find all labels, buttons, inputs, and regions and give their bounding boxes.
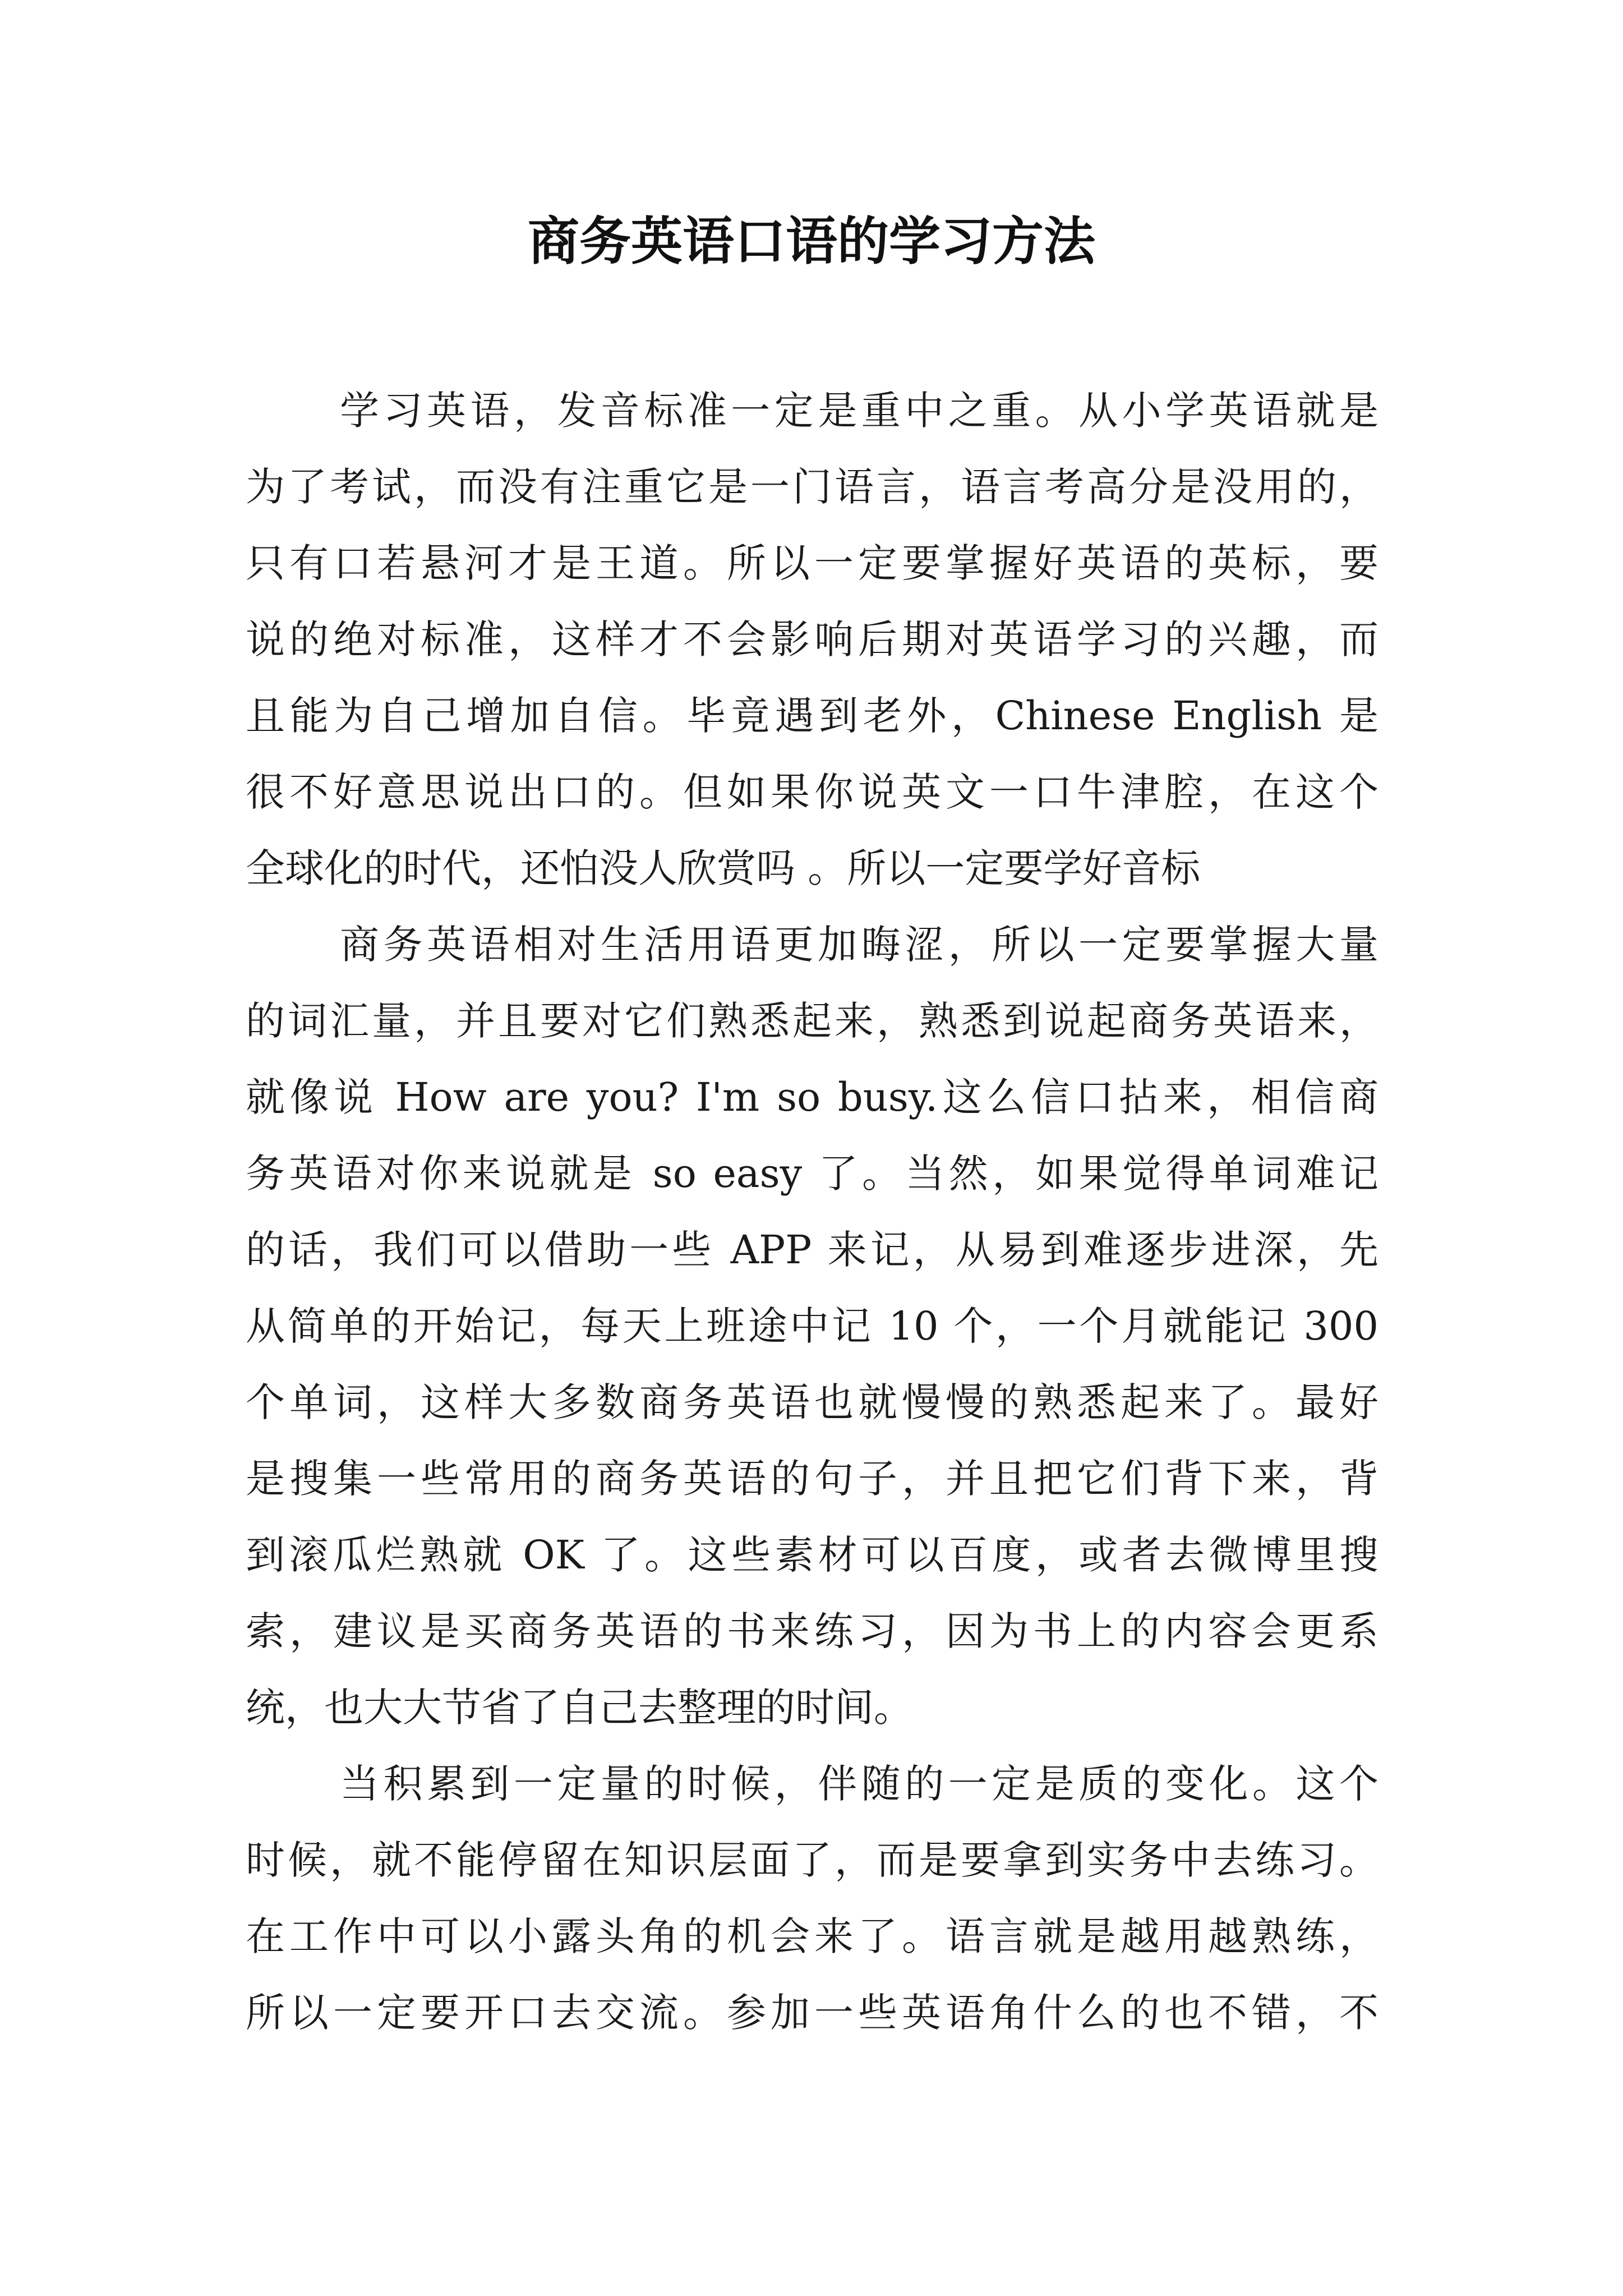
text-line: 到滚瓜烂熟就 OK 了。这些素材可以百度，或者去微博里搜 bbox=[246, 1532, 1378, 1578]
text-line: 很不好意思说出口的。但如果你说英文一口牛津腔，在这个 bbox=[246, 769, 1378, 815]
text-line: 为了考试，而没有注重它是一门语言，语言考高分是没用的， bbox=[246, 464, 1378, 510]
text-line: 时候，就不能停留在知识层面了，而是要拿到实务中去练习。 bbox=[246, 1837, 1378, 1883]
document-title: 商务英语口语的学习方法 bbox=[527, 211, 1095, 272]
text-line: 务英语对你来说就是 so easy 了。当然，如果觉得单词难记 bbox=[246, 1151, 1378, 1197]
text-line: 商务英语相对生活用语更加晦涩，所以一定要掌握大量 bbox=[340, 922, 1378, 968]
text-line: 的话，我们可以借助一些 APP 来记，从易到难逐步进深，先 bbox=[246, 1227, 1378, 1273]
text-line: 学习英语，发音标准一定是重中之重。从小学英语就是 bbox=[340, 388, 1378, 434]
text-line: 当积累到一定量的时候，伴随的一定是质的变化。这个 bbox=[340, 1761, 1378, 1807]
text-line: 的词汇量，并且要对它们熟悉起来，熟悉到说起商务英语来， bbox=[246, 998, 1378, 1044]
text-line: 只有口若悬河才是王道。所以一定要掌握好英语的英标，要 bbox=[246, 540, 1378, 586]
text-line: 统，也大大节省了自己去整理的时间。 bbox=[246, 1685, 913, 1731]
text-line: 是搜集一些常用的商务英语的句子，并且把它们背下来，背 bbox=[246, 1456, 1378, 1502]
text-line: 索，建议是买商务英语的书来练习，因为书上的内容会更系 bbox=[246, 1608, 1378, 1654]
document-body bbox=[246, 372, 1378, 2051]
text-line: 就像说 How are you? I'm so busy.这么信口拈来，相信商 bbox=[246, 1074, 1378, 1120]
text-line: 从简单的开始记，每天上班途中记 10 个，一个月就能记 300 bbox=[246, 1303, 1378, 1349]
text-line: 在工作中可以小露头角的机会来了。语言就是越用越熟练， bbox=[246, 1913, 1378, 1959]
text-line: 所以一定要开口去交流。参加一些英语角什么的也不错，不 bbox=[246, 1990, 1378, 2036]
text-line: 全球化的时代，还怕没人欣赏吗 。所以一定要学好音标 bbox=[246, 845, 1201, 891]
text-line: 且能为自己增加自信。毕竟遇到老外，Chinese English 是 bbox=[246, 693, 1378, 739]
text-line: 说的绝对标准，这样才不会影响后期对英语学习的兴趣，而 bbox=[246, 616, 1378, 662]
text-line: 个单词，这样大多数商务英语也就慢慢的熟悉起来了。最好 bbox=[246, 1379, 1378, 1425]
